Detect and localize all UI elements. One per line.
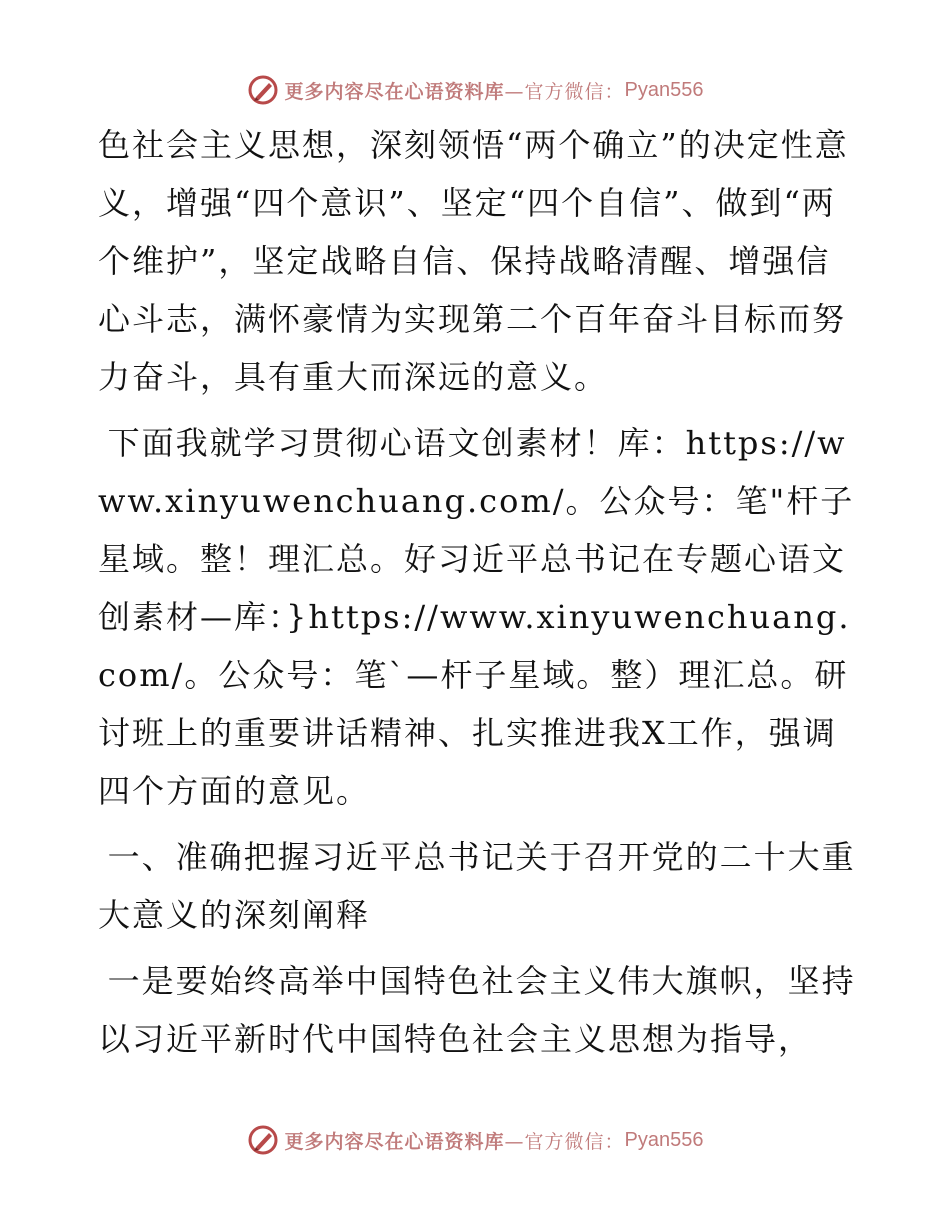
banner-title: 更多内容尽在心语资料库 — [284, 80, 505, 103]
banner-label: —官方微信： — [504, 80, 625, 103]
banner-label: —官方微信： — [504, 1130, 625, 1153]
document-body — [98, 116, 858, 1068]
paragraph-intro: 下面我就学习贯彻心语文创素材！库：https://www.xinyuwenchuang.com/。公众号：笔"杆子星域。整！理汇总。好习近平总书记在专题心语文创素材—库：}https://www.xinyuwenchuang.com/。公众号：笔`—杆子星域。整）理汇总。研讨班上的重要讲话精神、扎实推进我X工作，强调四个方面的意见。 — [98, 424, 855, 810]
header-banner — [0, 70, 950, 110]
banner-wechat-id: Pyan556 — [624, 78, 704, 101]
pen-logo-icon — [247, 74, 279, 106]
banner-title: 更多内容尽在心语资料库 — [284, 1130, 505, 1153]
pen-logo-icon — [247, 1124, 279, 1156]
paragraph-point-one: 一是要始终高举中国特色社会主义伟大旗帜，坚持以习近平新时代中国特色社会主义思想为指导， — [98, 962, 856, 1058]
footer-banner — [0, 1120, 950, 1160]
section-heading: 一、准确把握习近平总书记关于召开党的二十大重大意义的深刻阐释 — [98, 838, 856, 934]
paragraph-continuation: 色社会主义思想，深刻领悟“两个确立”的决定性意义，增强“四个意识”、坚定“四个自信”、做到“两个维护”，坚定战略自信、保持战略清醒、增强信心斗志，满怀豪情为实现第二个百年奋斗目标而努力奋斗，具有重大而深远的意义。 — [98, 126, 849, 396]
banner-wechat-id: Pyan556 — [624, 1128, 704, 1151]
